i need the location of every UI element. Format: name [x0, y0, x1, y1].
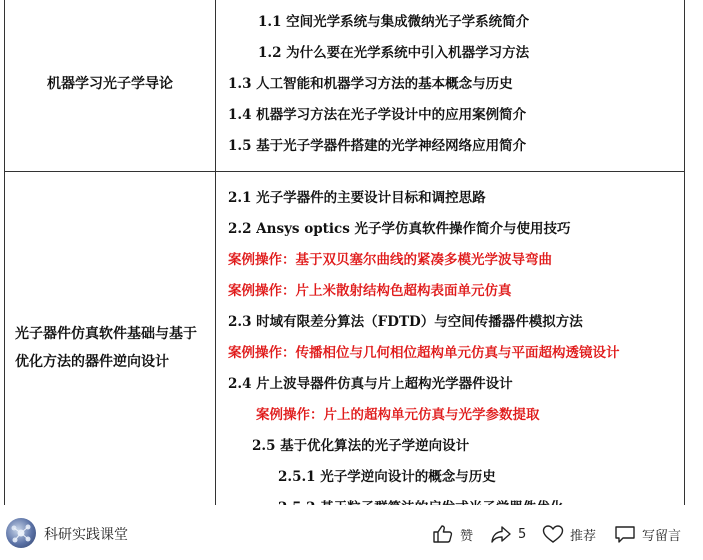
thumbs-up-icon — [432, 524, 454, 544]
outline-line: 1.4 机器学习方法在光子学设计中的应用案例简介 — [228, 107, 527, 123]
case-study-line: 案例操作：传播相位与几何相位超构单元仿真与平面超构透镜设计 — [228, 344, 620, 361]
topic-cell — [5, 0, 216, 172]
topic-title: 机器学习光子学导论 — [47, 76, 173, 92]
content-cell — [216, 0, 685, 172]
content-cell — [216, 172, 685, 524]
share-arrow-icon — [490, 524, 512, 544]
outline-line: 1.1 空间光学系统与集成微纳光子学系统简介 — [258, 14, 530, 30]
content-lines — [216, 7, 684, 162]
share-count: 5 — [518, 526, 527, 542]
outline-line: 1.2 为什么要在光学系统中引入机器学习方法 — [258, 45, 530, 61]
case-study-line: 案例操作：片上的超构单元仿真与光学参数提取 — [256, 406, 540, 423]
recommend-button[interactable] — [542, 524, 596, 544]
content-lines — [216, 172, 684, 523]
outline-line: 2.3 时域有限差分算法（FDTD）与空间传播器件模拟方法 — [228, 313, 583, 330]
outline-line: 2.5.1 光子学逆向设计的概念与历史 — [278, 468, 496, 485]
like-button[interactable] — [432, 524, 473, 544]
heart-icon — [542, 524, 564, 544]
comment-label: 写留言 — [642, 528, 682, 544]
recommend-label: 推荐 — [570, 528, 597, 544]
outline-line: 2.5 基于优化算法的光子学逆向设计 — [252, 437, 470, 454]
outline-line: 2.1 光子学器件的主要设计目标和调控思路 — [228, 189, 486, 206]
outline-line: 1.3 人工智能和机器学习方法的基本概念与历史 — [228, 76, 513, 92]
table-row — [5, 0, 685, 172]
account-avatar[interactable] — [6, 518, 36, 548]
like-label: 赞 — [460, 528, 474, 544]
outline-line: 2.4 片上波导器件仿真与片上超构光学器件设计 — [228, 375, 513, 392]
course-outline-table — [4, 0, 685, 524]
case-study-line: 案例操作：基于双贝塞尔曲线的紧凑多模光学波导弯曲 — [228, 251, 552, 268]
case-study-line: 案例操作：片上米散射结构色超构表面单元仿真 — [228, 282, 512, 299]
comment-icon — [614, 524, 636, 544]
account-name[interactable]: 科研实践课堂 — [44, 527, 128, 543]
share-button[interactable] — [490, 524, 526, 544]
comment-button[interactable] — [614, 524, 681, 544]
topic-cell — [5, 172, 216, 524]
table-row — [5, 172, 685, 524]
outline-line: 1.5 基于光子学器件搭建的光学神经网络应用简介 — [228, 138, 527, 154]
outline-line: 2.2 Ansys optics 光子学仿真软件操作简介与使用技巧 — [228, 220, 571, 237]
molecule-icon — [6, 518, 36, 548]
topic-title: 光子器件仿真软件基础与基于优化方法的器件逆向设计 — [15, 325, 197, 370]
